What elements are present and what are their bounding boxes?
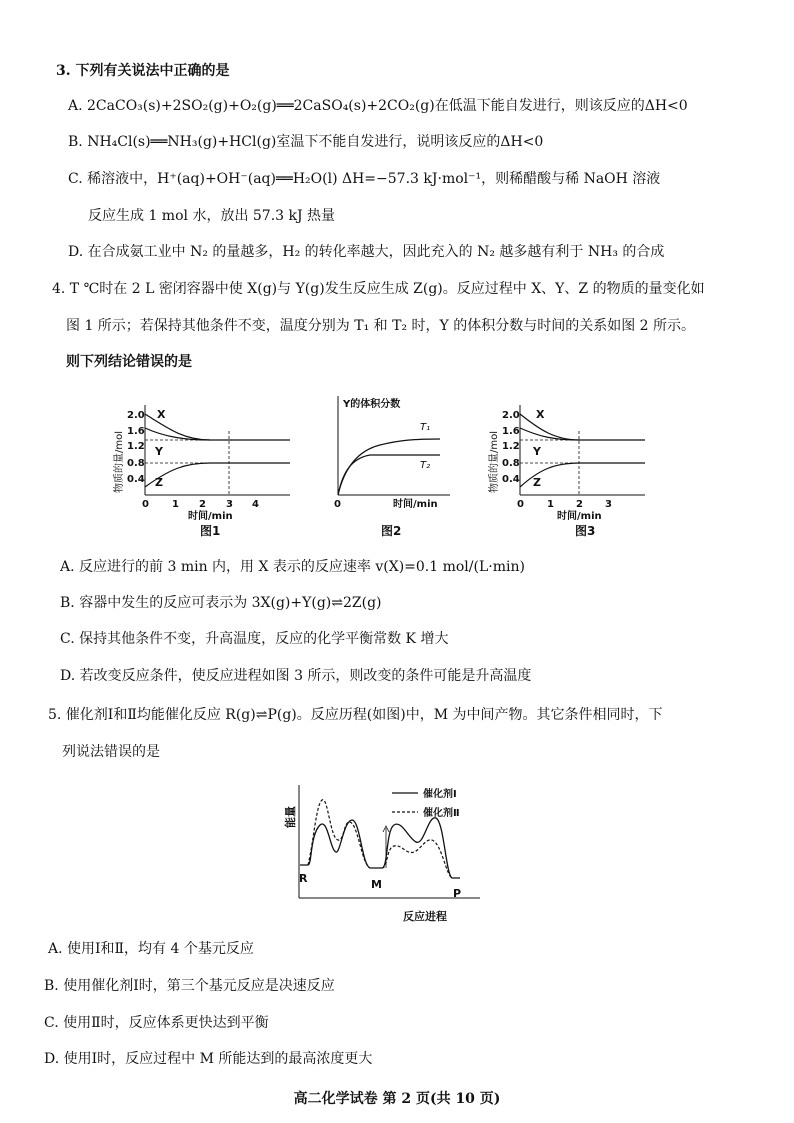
fig1-curve-y xyxy=(145,428,210,440)
fig2-label-t1: T₁ xyxy=(420,422,431,433)
fig3-xtick: 0 xyxy=(517,499,524,510)
fig3-ytick: 1.2 xyxy=(502,441,520,452)
fig3-ytick: 2.0 xyxy=(502,410,520,421)
q3-stem: 3. 下列有关说法中正确的是 xyxy=(56,63,230,79)
fig3-label-y: Y xyxy=(533,445,541,458)
figure-1 xyxy=(100,395,300,525)
fig1-caption: 图1 xyxy=(200,524,221,538)
fig3-ytick: 1.6 xyxy=(502,426,520,437)
fig1-xtick: 2 xyxy=(199,499,206,510)
fig3-ytick: 0.8 xyxy=(502,458,520,469)
fig3-xtick: 1 xyxy=(547,499,554,510)
fig2-caption: 图2 xyxy=(381,524,402,538)
label-m: M xyxy=(371,878,382,891)
q4-option-b: B. 容器中发生的反应可表示为 3X(g)+Y(g)⇌2Z(g) xyxy=(60,595,382,611)
fig1-ytick: 1.2 xyxy=(127,441,145,452)
fig1-curve-z xyxy=(145,463,290,487)
fig3-caption: 图3 xyxy=(575,524,596,538)
q3-option-a: A. 2CaCO₃(s)+2SO₂(g)+O₂(g)══2CaSO₄(s)+2CO₂(g)在低温下能自发进行，则该反应的ΔH<0 xyxy=(68,98,688,114)
figure-3 xyxy=(485,395,655,525)
fig1-xtick: 4 xyxy=(252,499,259,510)
fig1-label-z: Z xyxy=(155,476,163,489)
fig1-xtick: 0 xyxy=(142,499,149,510)
q4-stem-line2: 图 1 所示；若保持其他条件不变，温度分别为 T₁ 和 T₂ 时，Y 的体积分数与时间的关系如图 2 所示。 xyxy=(66,318,696,334)
fig1-ytick: 1.6 xyxy=(127,426,145,437)
q3-option-c-line2: 反应生成 1 mol 水，放出 57.3 kJ 热量 xyxy=(88,208,336,224)
curve-catalyst-1 xyxy=(300,818,460,878)
q4-option-d: D. 若改变反应条件，使反应进程如图 3 所示，则改变的条件可能是升高温度 xyxy=(60,668,532,684)
q5-option-d: D. 使用Ⅰ时，反应过程中 M 所能达到的最高浓度更大 xyxy=(44,1051,373,1067)
q3-option-d: D. 在合成氨工业中 N₂ 的量越多，H₂ 的转化率越大，因此充入的 N₂ 越多越有利于 NH₃ 的合成 xyxy=(68,244,665,260)
fig1-xlabel: 时间/min xyxy=(188,511,233,522)
fig3-xtick: 3 xyxy=(605,499,612,510)
energy-profile-figure xyxy=(270,780,490,925)
q5-fig-xlabel: 反应进程 xyxy=(403,910,447,923)
legend-catalyst-2: 催化剂Ⅱ xyxy=(423,808,460,819)
fig1-xtick: 1 xyxy=(172,499,179,510)
q4-stem-line3: 则下列结论错误的是 xyxy=(66,354,192,370)
q5-option-a: A. 使用Ⅰ和Ⅱ，均有 4 个基元反应 xyxy=(48,941,254,957)
q3-option-b: B. NH₄Cl(s)══NH₃(g)+HCl(g)室温下不能自发进行，说明该反应的ΔH<0 xyxy=(68,134,544,150)
q3-option-c-line1: C. 稀溶液中，H⁺(aq)+OH⁻(aq)══H₂O(l) ΔH=−57.3 kJ·mol⁻¹，则稀醋酸与稀 NaOH 溶液 xyxy=(68,171,661,187)
label-r: R xyxy=(299,872,308,885)
label-p: P xyxy=(453,887,462,900)
fig1-label-x: X xyxy=(157,408,166,421)
page-footer: 高二化学试卷 第 2 页(共 10 页) xyxy=(293,1091,501,1107)
q5-stem-line2: 列说法错误的是 xyxy=(62,744,160,760)
q5-option-b: B. 使用催化剂Ⅰ时，第三个基元反应是决速反应 xyxy=(44,978,335,994)
fig1-ytick: 0.4 xyxy=(127,474,145,485)
q5-fig-ylabel: 能量 xyxy=(284,806,297,828)
fig3-xtick: 2 xyxy=(576,499,583,510)
fig3-label-z: Z xyxy=(533,476,541,489)
q4-option-c: C. 保持其他条件不变，升高温度，反应的化学平衡常数 K 增大 xyxy=(60,631,449,647)
fig3-label-x: X xyxy=(536,408,545,421)
fig1-ylabel: 物质的量/mol xyxy=(114,430,125,493)
legend-catalyst-1: 催化剂Ⅰ xyxy=(423,789,457,800)
fig2-xlabel: 时间/min xyxy=(393,499,438,510)
figure-2 xyxy=(325,390,465,525)
q4-option-a: A. 反应进行的前 3 min 内，用 X 表示的反应速率 v(X)=0.1 mol/(L·min) xyxy=(60,559,525,575)
fig1-ytick: 0.8 xyxy=(127,458,145,469)
fig2-label-t2: T₂ xyxy=(420,460,431,471)
fig2-origin: 0 xyxy=(334,499,341,510)
fig1-label-y: Y xyxy=(155,445,163,458)
fig2-ylabel: Y的体积分数 xyxy=(343,399,401,410)
q5-option-c: C. 使用Ⅱ时，反应体系更快达到平衡 xyxy=(44,1015,269,1031)
fig1-ytick: 2.0 xyxy=(127,410,145,421)
fig3-ylabel: 物质的量/mol xyxy=(489,430,500,493)
q5-stem-line1: 5. 催化剂Ⅰ和Ⅱ均能催化反应 R(g)⇌P(g)。反应历程(如图)中，M 为中间产物。其它条件相同时，下 xyxy=(48,707,663,723)
q4-stem-line1: 4. T ℃时在 2 L 密闭容器中使 X(g)与 Y(g)发生反应生成 Z(g)。反应过程中 X、Y、Z 的物质的量变化如 xyxy=(52,281,705,297)
fig1-xtick: 3 xyxy=(226,499,233,510)
fig1-curve-x xyxy=(145,414,290,440)
fig3-ytick: 0.4 xyxy=(502,474,520,485)
fig3-xlabel: 时间/min xyxy=(557,511,602,522)
